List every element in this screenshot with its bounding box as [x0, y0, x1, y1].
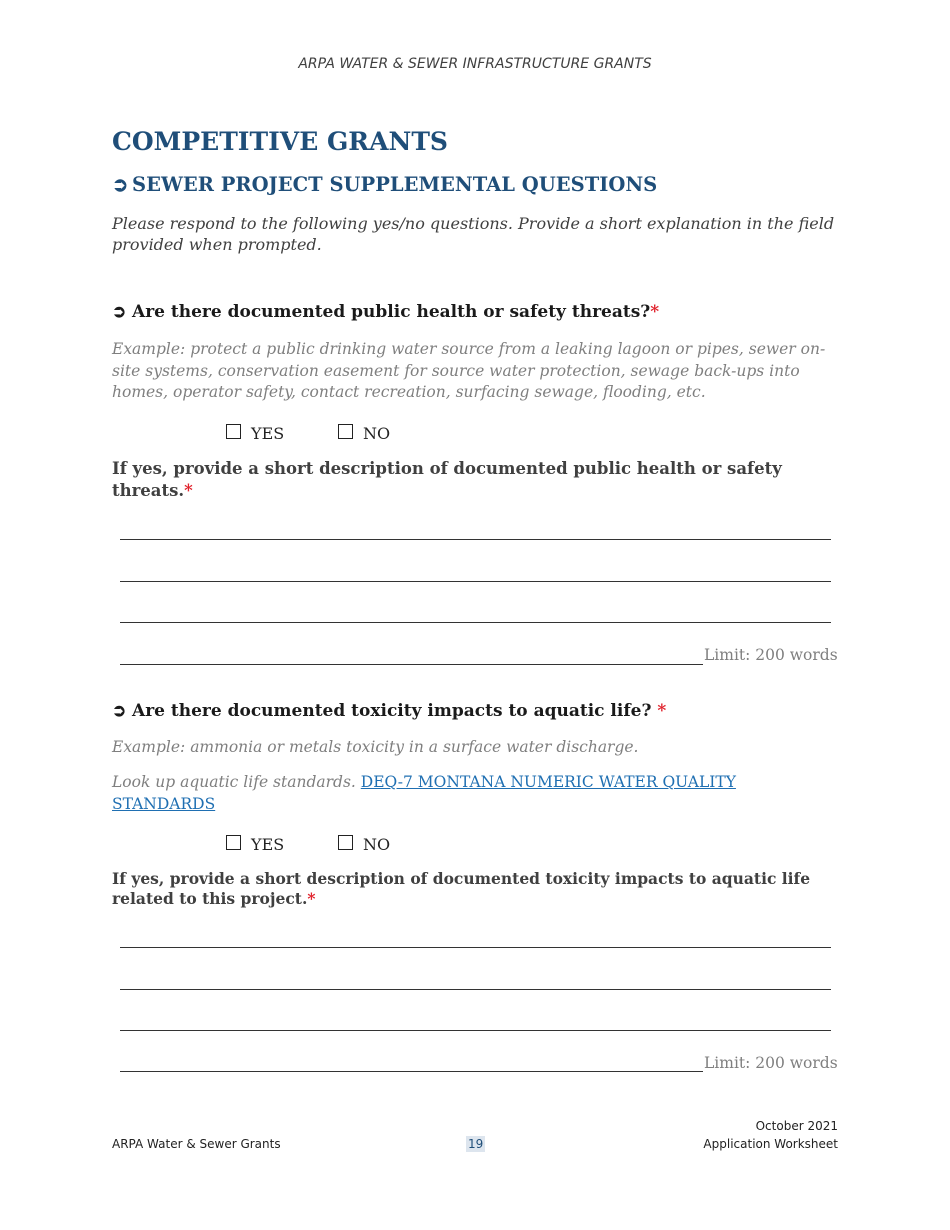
answer-line-q2-3[interactable] — [120, 1030, 831, 1031]
required-asterisk: * — [650, 302, 660, 322]
prompt-text: If yes, provide a short description of documented toxicity impacts to aquatic life related to this project. — [112, 869, 811, 908]
required-asterisk: * — [307, 889, 316, 908]
question-aquatic-toxicity — [112, 701, 666, 721]
question-text: Are there documented toxicity impacts to aquatic life? — [132, 701, 658, 721]
description-prompt-q1 — [112, 458, 842, 502]
question-text: Are there documented public health or safety threats? — [132, 302, 651, 322]
checkbox-icon[interactable] — [338, 424, 353, 439]
word-limit-q1: Limit: 200 words — [704, 646, 838, 664]
answer-line-q2-1[interactable] — [120, 947, 831, 948]
arrow-icon: ➲ — [112, 173, 129, 196]
answer-line-q1-2[interactable] — [120, 581, 831, 582]
answer-line-q1-1[interactable] — [120, 539, 831, 540]
running-header: ARPA WATER & SEWER INFRASTRUCTURE GRANTS — [298, 56, 652, 72]
no-label: NO — [363, 835, 391, 854]
instructions: Please respond to the following yes/no questions. Provide a short explanation in the field provided when prompted. — [112, 214, 835, 254]
answer-line-q1-4[interactable] — [120, 664, 703, 665]
footer-doc-name: Application Worksheet — [703, 1137, 838, 1151]
word-limit-q2: Limit: 200 words — [704, 1054, 838, 1072]
no-checkbox-q1[interactable] — [338, 424, 390, 443]
required-asterisk: * — [184, 481, 193, 500]
answer-line-q1-3[interactable] — [120, 622, 831, 623]
required-asterisk: * — [657, 701, 667, 721]
yes-label: YES — [251, 424, 285, 443]
deq7-standards-link[interactable]: DEQ-7 MONTANA NUMERIC WATER QUALITY STANDARDS — [112, 773, 736, 813]
yes-checkbox-q1[interactable] — [226, 424, 284, 443]
page-number — [466, 1137, 485, 1151]
example-text: Example: ammonia or metals toxicity in a surface water discharge. — [112, 738, 639, 756]
subtitle-text: SEWER PROJECT SUPPLEMENTAL QUESTIONS — [132, 173, 658, 196]
checkbox-icon[interactable] — [338, 835, 353, 850]
section-subtitle — [112, 173, 657, 196]
footer-date: October 2021 — [755, 1119, 838, 1133]
question-health-safety — [112, 302, 659, 322]
lookup-text: Look up aquatic life standards. — [112, 773, 356, 791]
yes-label: YES — [251, 835, 285, 854]
answer-line-q2-4[interactable] — [120, 1071, 703, 1072]
checkbox-icon[interactable] — [226, 835, 241, 850]
lookup-standards — [112, 771, 812, 815]
no-label: NO — [363, 424, 391, 443]
page-number-text: 19 — [468, 1137, 484, 1151]
answer-line-q2-2[interactable] — [120, 989, 831, 990]
arrow-icon: ➲ — [112, 701, 127, 721]
footer-left: ARPA Water & Sewer Grants — [112, 1137, 281, 1151]
no-checkbox-q2[interactable] — [338, 835, 390, 854]
description-prompt-q2 — [112, 869, 842, 909]
checkbox-icon[interactable] — [226, 424, 241, 439]
page-title: COMPETITIVE GRANTS — [112, 127, 448, 156]
arrow-icon: ➲ — [112, 302, 127, 322]
example-text: Example: protect a public drinking water source from a leaking lagoon or pipes, sewer on-site systems, conservation easement for source water protection, sewage back-ups into homes, operator safety, contact recreation, surfacing sewage, flooding, etc. — [112, 340, 826, 401]
prompt-text: If yes, provide a short description of documented public health or safety threats. — [112, 459, 782, 500]
yes-checkbox-q2[interactable] — [226, 835, 284, 854]
